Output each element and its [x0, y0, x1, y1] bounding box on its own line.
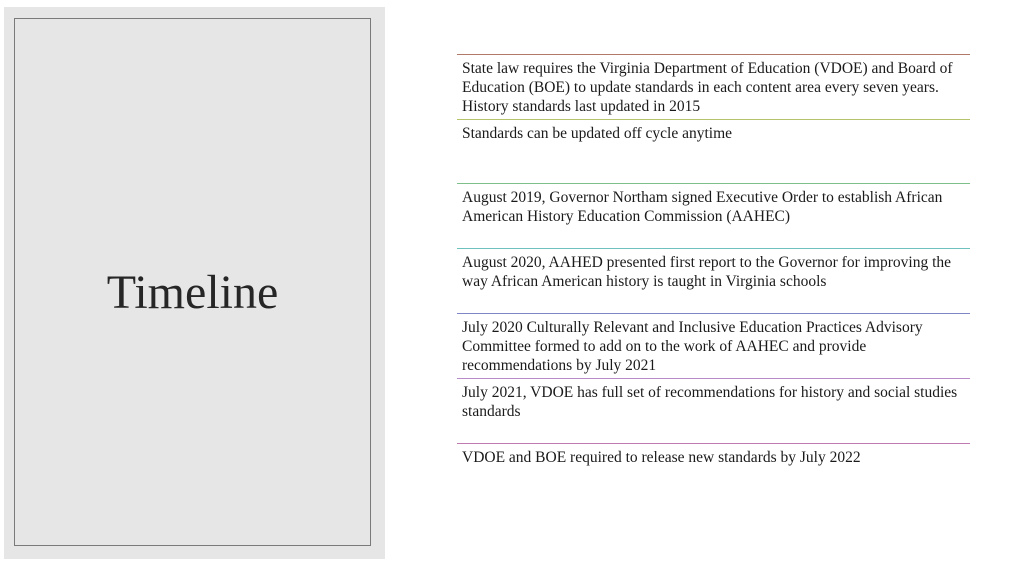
timeline-item-3: August 2019, Governor Northam signed Executive Order to establish African American History Education Commission (AAHEC) [457, 183, 970, 226]
slide-title: Timeline [106, 266, 279, 319]
timeline-item-1: State law requires the Virginia Department of Education (VDOE) and Board of Education (BOE) to update standards in each content area every seven years. History standards last updated in 2015 [457, 54, 970, 116]
timeline-item-5: July 2020 Culturally Relevant and Inclusive Education Practices Advisory Committee formed to add on to the work of AAHEC and provide recommendations by July 2021 [457, 313, 970, 375]
title-frame [14, 18, 371, 546]
timeline-item-2: Standards can be updated off cycle anytime [457, 119, 970, 143]
timeline-item-4: August 2020, AAHED presented first report to the Governor for improving the way African American history is taught in Virginia schools [457, 248, 970, 291]
timeline-item-7: VDOE and BOE required to release new standards by July 2022 [457, 443, 970, 467]
title-panel [4, 7, 385, 559]
timeline-item-6: July 2021, VDOE has full set of recommendations for history and social studies standards [457, 378, 970, 421]
